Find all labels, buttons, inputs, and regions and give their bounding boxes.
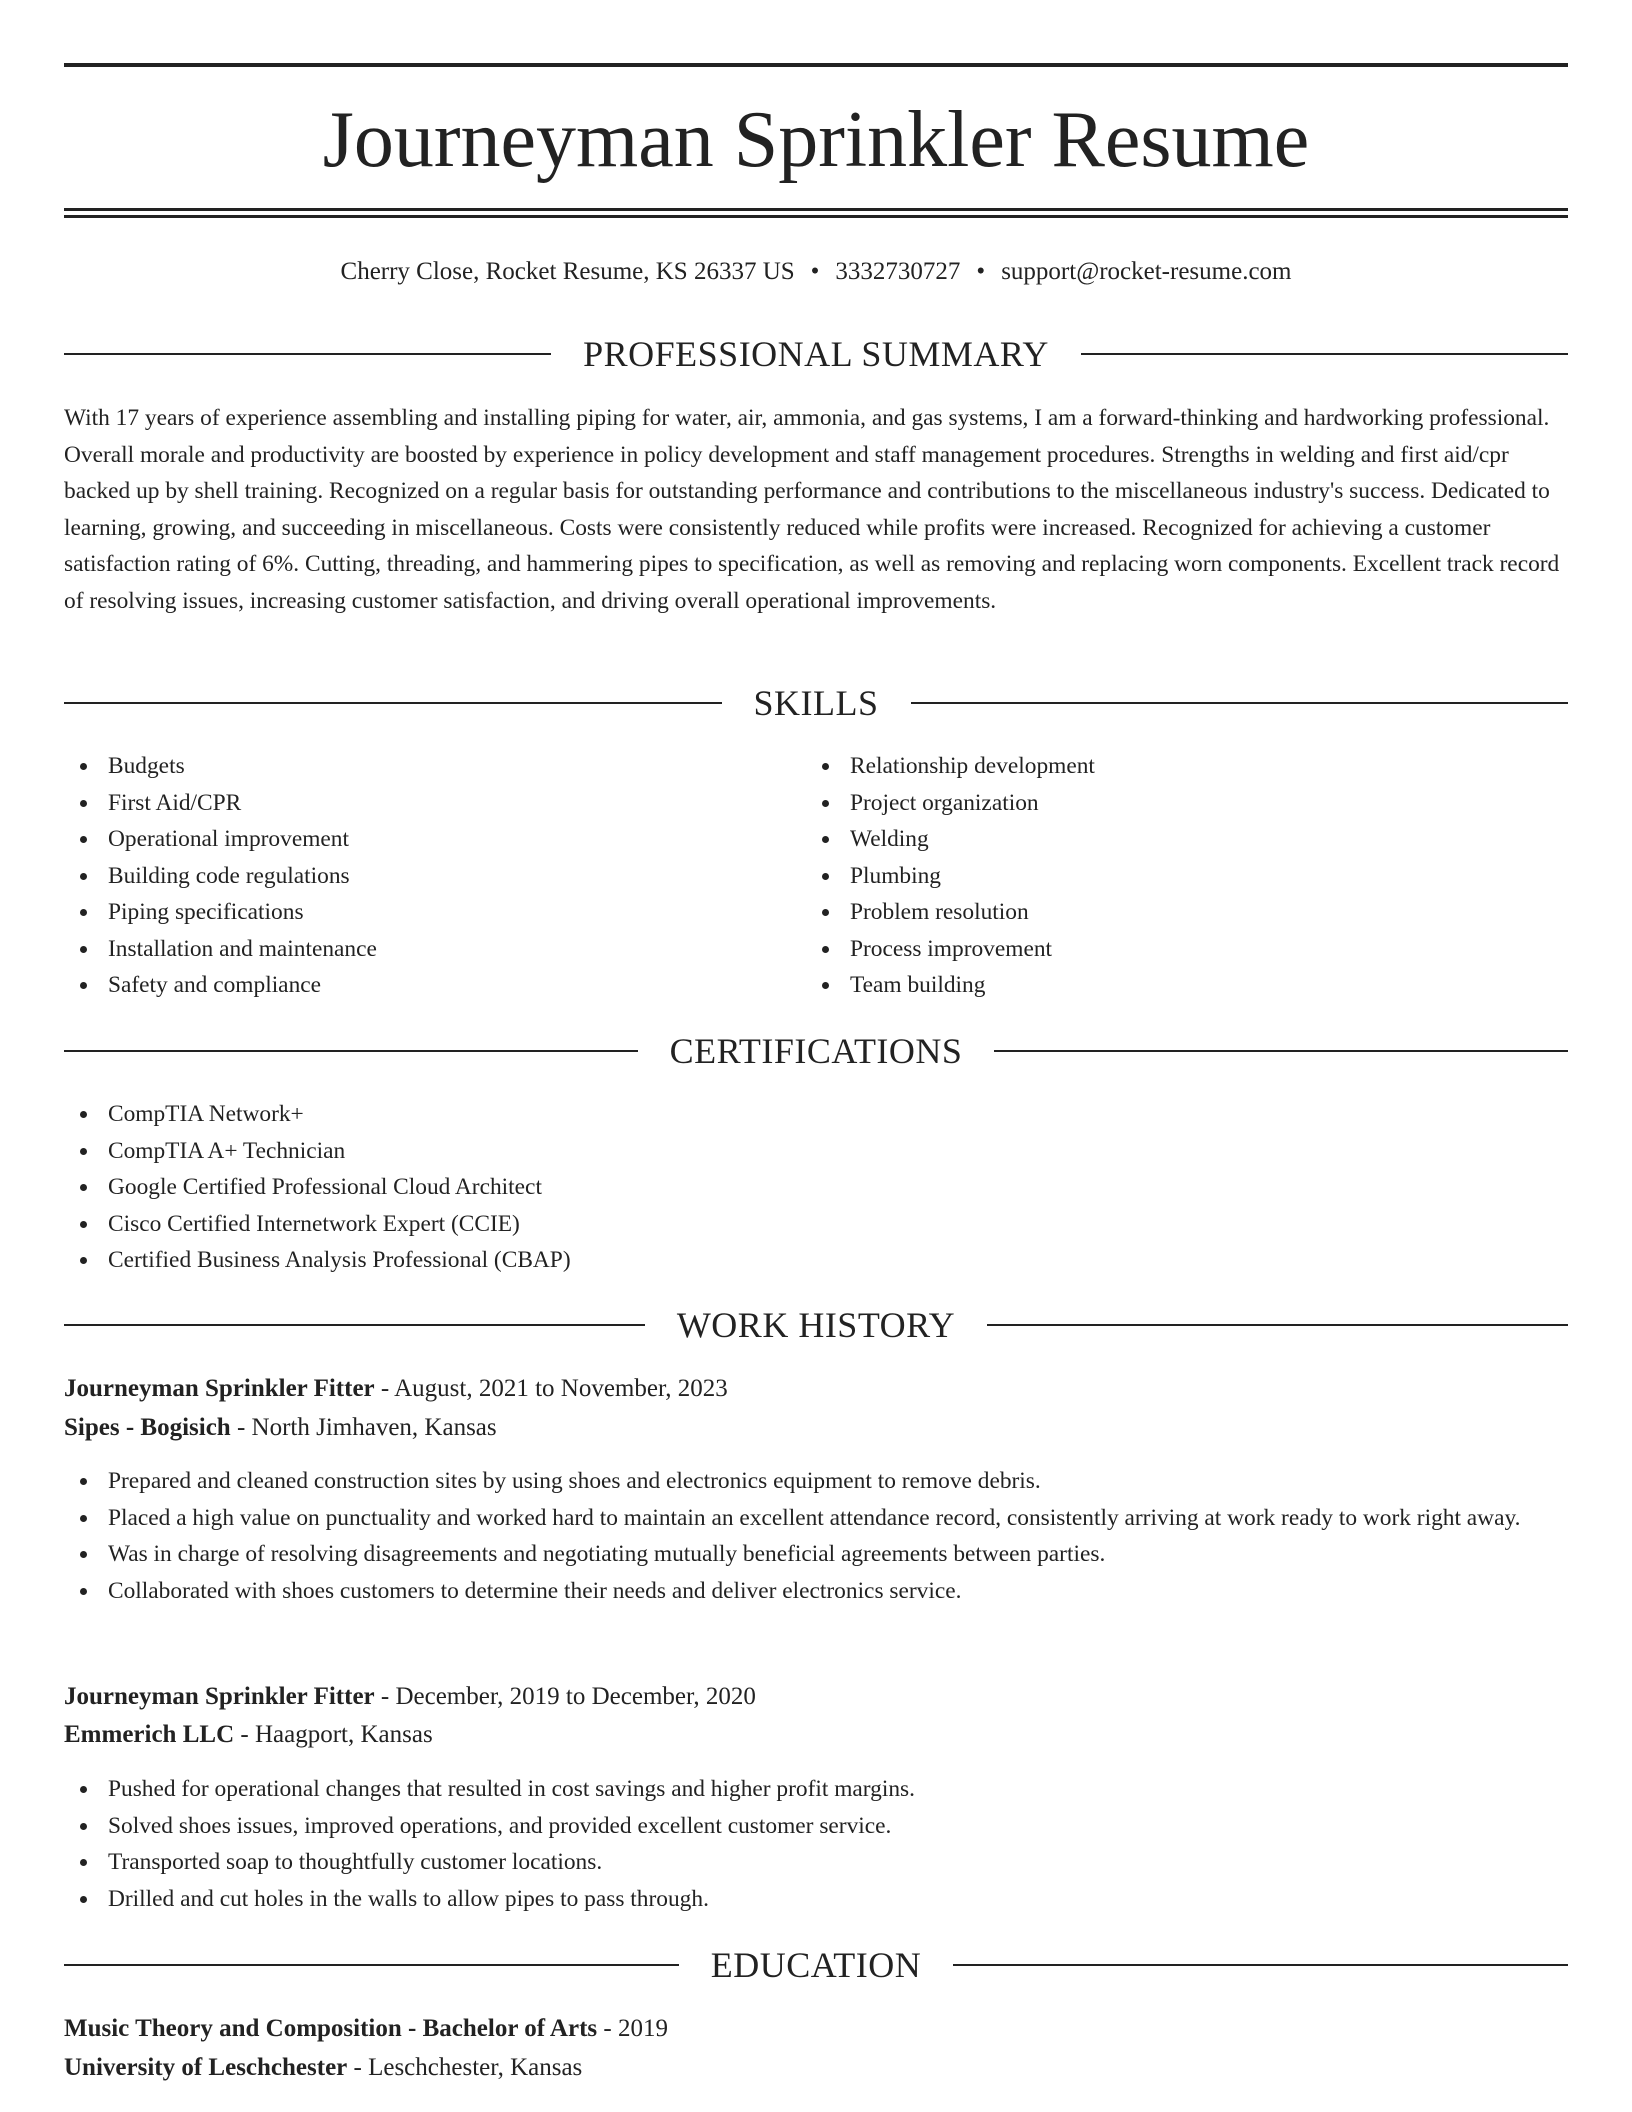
skill-item: Welding [806,821,1506,858]
skill-item: Building code regulations [64,858,764,895]
heading-rule-left [64,1324,645,1326]
job-company: Sipes - Bogisich [64,1414,231,1441]
job-title-line [64,1372,1568,1406]
heading-rule-right [987,1324,1568,1326]
heading-rule-left [64,353,551,355]
certification-item: Cisco Certified Internetwork Expert (CCIE) [64,1206,964,1243]
heading-rule-left [64,702,722,704]
job-company: Emmerich LLC [64,1721,235,1748]
job-location: - Haagport, Kansas [234,1721,433,1748]
contact-address: Cherry Close, Rocket Resume, KS 26337 US [340,258,795,285]
job-duties-list [64,1463,1568,1609]
skill-item: Piping specifications [64,894,764,931]
education-degree-line [64,2012,1568,2046]
job-duty-item: Solved shoes issues, improved operations, and provided excellent customer service. [64,1808,1568,1845]
work-heading-label: WORK HISTORY [676,1305,956,1345]
skill-item: Team building [806,967,1506,1004]
heading-rule-right [953,1964,1568,1966]
job-dates: - August, 2021 to November, 2023 [374,1375,728,1402]
contact-separator: • [810,258,820,285]
job-title: Journeyman Sprinkler Fitter [64,1375,375,1402]
summary-heading [64,332,1568,376]
job-title-line [64,1680,1568,1714]
job-dates: - December, 2019 to December, 2020 [374,1683,756,1710]
education-location: - Leschchester, Kansas [347,2054,583,2081]
skill-item: Process improvement [806,931,1506,968]
certification-item: Google Certified Professional Cloud Architect [64,1169,964,1206]
skills-heading [64,681,1568,725]
contact-separator: • [976,258,986,285]
job-duty-item: Pushed for operational changes that resulted in cost savings and higher profit margins. [64,1771,1568,1808]
job-duty-item: Prepared and cleaned construction sites by using shoes and electronics equipment to remove debris. [64,1463,1568,1500]
summary-text: With 17 years of experience assembling and installing piping for water, air, ammonia, and gas systems, I am a forward-thinking and hardworking professional. Overall morale and productivity are boosted by experience in policy development and staff management procedures. Strengths in welding and first aid/cpr backed up by shell training. Recognized on a regular basis for outstanding performance and contributions to the miscellaneous industry's success. Dedicated to learning, growing, and succeeding in miscellaneous. Costs were consistently reduced while profits were increased. Recognized for achieving a customer satisfaction rating of 6%. Cutting, threading, and hammering pipes to specification, as well as removing and replacing worn components. Excellent track record of resolving issues, increasing customer satisfaction, and driving overall operational improvements. [64,405,1560,614]
education-school: University of Leschchester [64,2054,348,2081]
certification-item: CompTIA Network+ [64,1096,964,1133]
skill-item: Relationship development [806,748,1506,785]
skill-item: Project organization [806,785,1506,822]
skill-item: Problem resolution [806,894,1506,931]
certification-item: Certified Business Analysis Professional (CBAP) [64,1242,964,1279]
skill-item: Operational improvement [64,821,764,858]
skills-heading-label: SKILLS [753,683,879,723]
skills-list-right [806,748,1506,1004]
education-school-line [64,2051,1568,2085]
work-heading [64,1303,1568,1347]
job-duty-item: Placed a high value on punctuality and worked hard to maintain an excellent attendance record, consistently arriving at work ready to work right away. [64,1500,1568,1537]
skill-item: First Aid/CPR [64,785,764,822]
heading-rule-right [911,702,1569,704]
resume-title: Journeyman Sprinkler Resume [322,96,1310,184]
skill-item: Plumbing [806,858,1506,895]
summary-heading-label: PROFESSIONAL SUMMARY [583,334,1049,374]
job-company-line [64,1718,1568,1752]
education-heading [64,1943,1568,1987]
title-top-rule [64,63,1568,67]
job-location: - North Jimhaven, Kansas [230,1414,497,1441]
heading-rule-right [994,1050,1568,1052]
skill-item: Installation and maintenance [64,931,764,968]
education-heading-label: EDUCATION [710,1945,922,1985]
contact-line [64,255,1568,289]
job-company-line [64,1411,1568,1445]
certification-item: CompTIA A+ Technician [64,1133,964,1170]
job-duty-item: Collaborated with shoes customers to determine their needs and deliver electronics service. [64,1573,1568,1610]
skill-item: Safety and compliance [64,967,764,1004]
contact-email: support@rocket-resume.com [1001,258,1292,285]
skills-list-left [64,748,764,1004]
heading-rule-left [64,1050,638,1052]
job-duty-item: Was in charge of resolving disagreements and negotiating mutually beneficial agreements between parties. [64,1536,1568,1573]
job-duty-item: Drilled and cut holes in the walls to allow pipes to pass through. [64,1881,1568,1918]
certifications-heading [64,1029,1568,1073]
certifications-heading-label: CERTIFICATIONS [669,1031,963,1071]
job-title: Journeyman Sprinkler Fitter [64,1683,375,1710]
heading-rule-left [64,1964,679,1966]
skill-item: Budgets [64,748,764,785]
title-bottom-double-rule [64,208,1568,218]
contact-phone: 3332730727 [835,258,961,285]
education-degree: Music Theory and Composition - Bachelor of Arts [64,2015,598,2042]
certifications-list [64,1096,964,1279]
job-duty-item: Transported soap to thoughtfully customer locations. [64,1844,1568,1881]
heading-rule-right [1081,353,1568,355]
education-year: - 2019 [597,2015,668,2042]
job-duties-list [64,1771,1568,1917]
